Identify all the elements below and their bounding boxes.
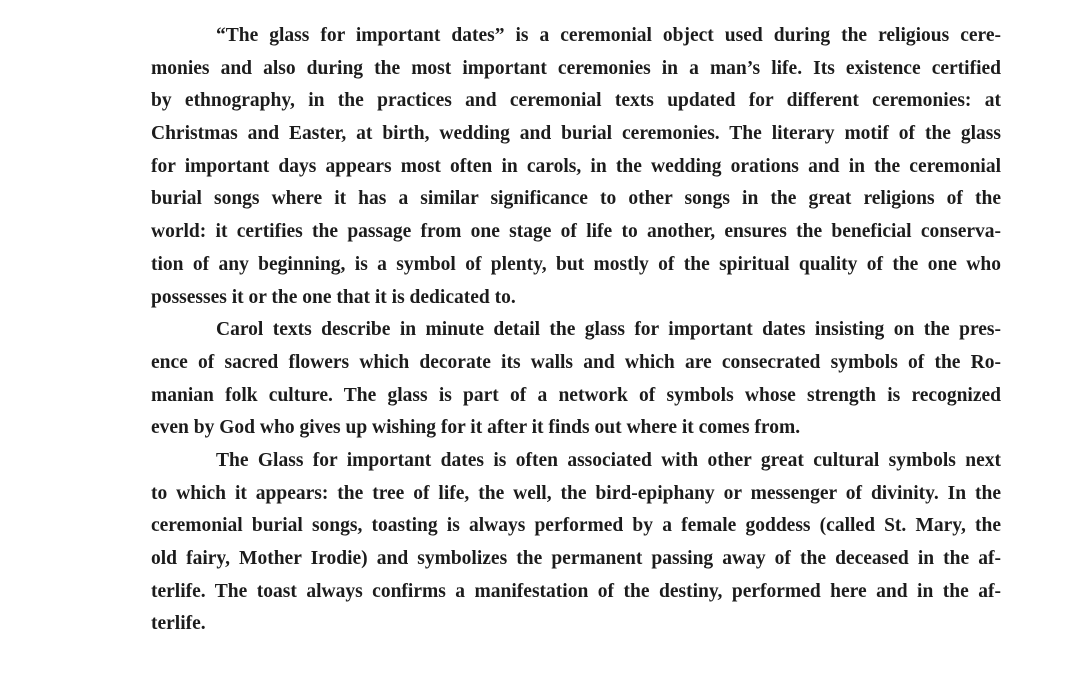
text-line: possesses it or the one that it is dedicated to. (151, 286, 516, 308)
text-line: The Glass for important dates is often associated with other great cultural symbols next (216, 449, 1001, 471)
text-line: Christmas and Easter, at birth, wedding and burial ceremonies. The literary motif of the glass (151, 123, 1001, 145)
body-text (151, 20, 1001, 641)
text-line: burial songs where it has a similar significance to other songs in the great religions of the (151, 188, 1001, 210)
text-line: terlife. The toast always confirms a manifestation of the destiny, performed here and in the af- (151, 580, 1001, 602)
text-line: old fairy, Mother Irodie) and symbolizes the permanent passing away of the deceased in the af- (151, 548, 1001, 569)
text-line: by ethnography, in the practices and ceremonial texts updated for different ceremonies: at (151, 90, 1001, 112)
text-line: for important days appears most often in carols, in the wedding orations and in the ceremonial (151, 155, 1001, 177)
text-line: tion of any beginning, is a symbol of plenty, but mostly of the spiritual quality of the one who (151, 253, 1001, 275)
paragraph-3 (151, 445, 1001, 641)
paragraph-2 (151, 314, 1001, 445)
paragraph-1 (151, 20, 1001, 314)
text-line: Carol texts describe in minute detail the glass for important dates insisting on the pres- (216, 319, 1001, 341)
text-line: “The glass for important dates” is a ceremonial object used during the religious cere- (216, 25, 1001, 46)
text-line: even by God who gives up wishing for it after it finds out where it comes from. (151, 417, 801, 439)
text-line: manian folk culture. The glass is part of a network of symbols whose strength is recognized (151, 384, 1001, 406)
text-line: monies and also during the most important ceremonies in a man’s life. Its existence certified (151, 57, 1001, 79)
text-line: ceremonial burial songs, toasting is always performed by a female goddess (called St. Mary, the (151, 515, 1001, 537)
text-line: terlife. (151, 613, 206, 635)
text-line: to which it appears: the tree of life, the well, the bird-epiphany or messenger of divinity. In the (151, 482, 1001, 504)
text-line: world: it certifies the passage from one stage of life to another, ensures the beneficial conserva- (151, 221, 1001, 243)
text-line: ence of sacred flowers which decorate its walls and which are consecrated symbols of the Ro- (151, 351, 1001, 373)
